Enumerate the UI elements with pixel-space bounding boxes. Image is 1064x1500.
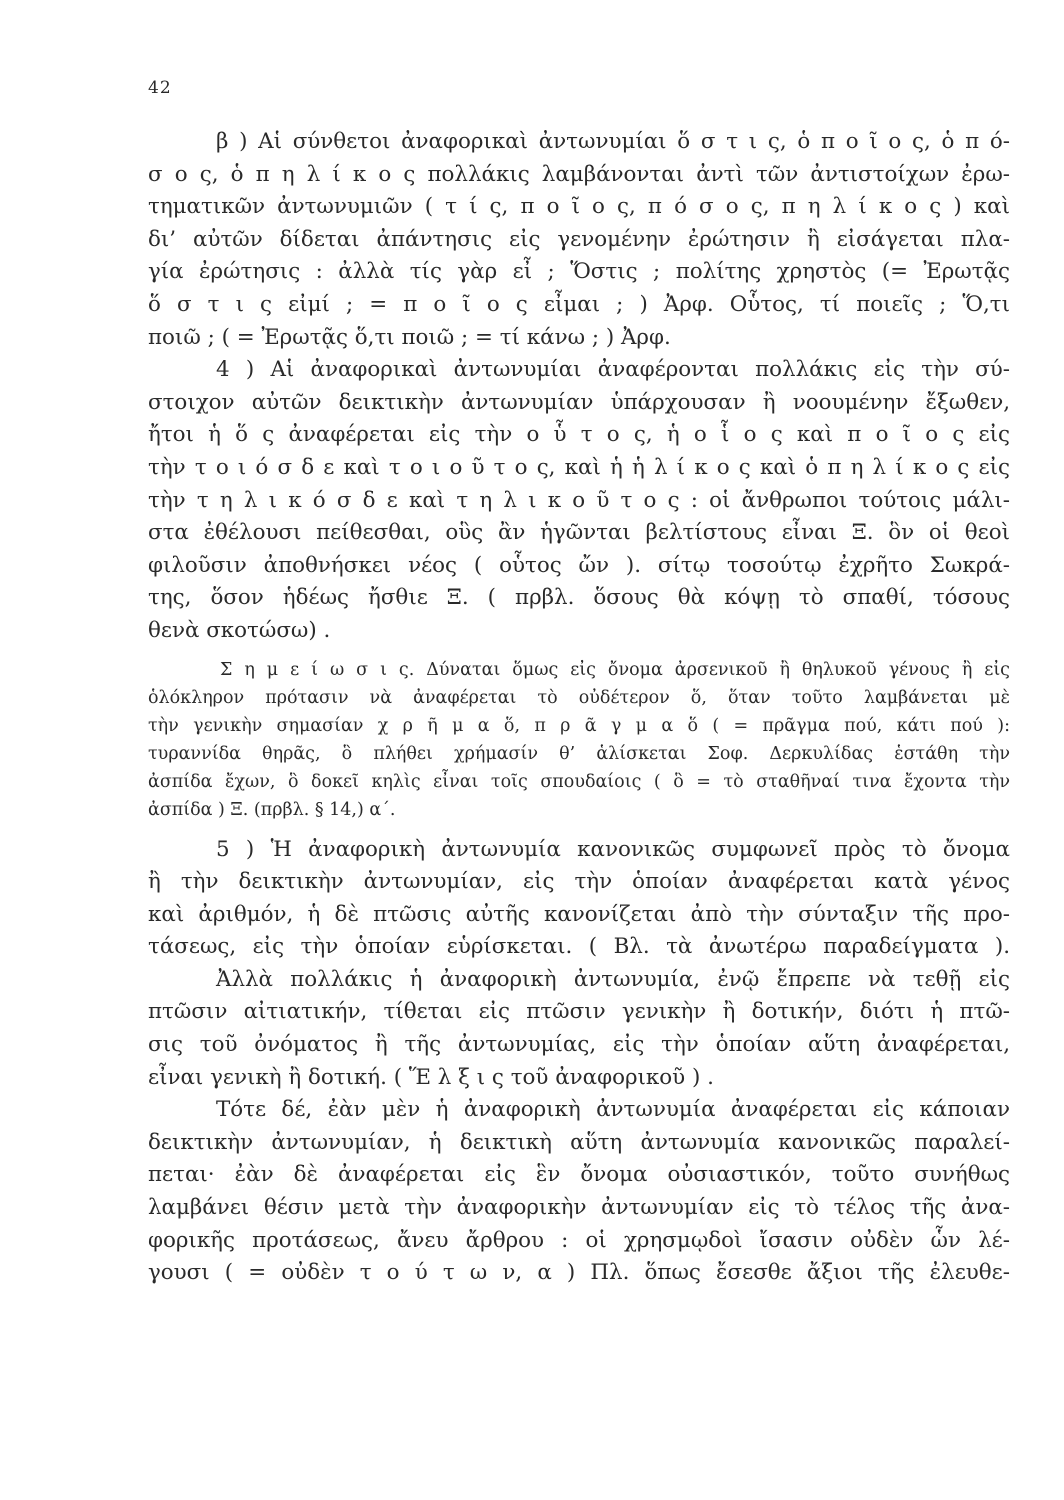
text-line: ἤτοι ἡ ὅ ς ἀναφέρεται εἰς τὴν ο ὗ τ ο ς, ἡ ο ἷ ο ς καὶ π ο ῖ ο ς εἰς <box>148 422 1010 448</box>
text-line: σ ο ς, ὁ π η λ ί κ ο ς πολλάκις λαμβάνονται ἀντὶ τῶν ἀντιστοίχων ἐρω- <box>148 161 1010 187</box>
text-line: καὶ ἀριθμόν, ἡ δὲ πτῶσις αὐτῆς κανονίζεται ἀπὸ τὴν σύνταξιν τῆς προ- <box>148 901 1010 927</box>
text-line: Τότε δέ, ἐὰν μὲν ἡ ἀναφορικὴ ἀντωνυμία ἀναφέρεται εἰς κάποιαν <box>216 1097 1010 1123</box>
text-line: στοιχον αὐτῶν δεικτικὴν ἀντωνυμίαν ὑπάρχουσαν ἢ νοουμένην ἔξωθεν, <box>148 389 1010 415</box>
text-line: Ἀλλὰ πολλάκις ἡ ἀναφορικὴ ἀντωνυμία, ἐνῷ ἔπρεπε νὰ τεθῇ εἰς <box>216 966 1010 992</box>
text-line: β ) Αἱ σύνθετοι ἀναφορικαὶ ἀντωνυμίαι ὅ σ τ ι ς, ὁ π ο ῖ ο ς, ὁ π ό- <box>216 129 1010 154</box>
text-line: πτῶσιν αἰτιατικήν, τίθεται εἰς πτῶσιν γενικὴν ἢ δοτικήν, διότι ἡ πτῶ- <box>148 999 1010 1025</box>
page <box>148 78 1010 1478</box>
note-line: Σ η μ ε ί ω σ ι ς. Δύναται ὅμως εἰς ὄνομα ἀρσενικοῦ ἢ θηλυκοῦ γένους ἢ εἰς <box>220 659 1010 680</box>
text-line: γουσι ( = οὐδὲν τ ο ύ τ ω ν, α ) Πλ. ὅπως ἔσεσθε ἄξιοι τῆς ἐλευθε- <box>148 1260 1010 1286</box>
text-line: σις τοῦ ὀνόματος ἢ τῆς ἀντωνυμίας, εἰς τὴν ὁποίαν αὕτη ἀναφέρεται, <box>148 1032 1010 1058</box>
text-line: στα ἐθέλουσι πείθεσθαι, οὓς ἂν ἡγῶνται βελτίστους εἶναι Ξ. ὃν οἱ θεοὶ <box>148 520 1010 546</box>
text-line: φιλοῦσιν ἀποθνήσκει νέος ( οὗτος ὤν ). σίτῳ τοσούτῳ ἐχρῆτο Σωκρά- <box>148 552 1010 578</box>
text-line: θενὰ σκοτώσω) . <box>148 617 331 643</box>
text-body <box>148 126 1010 1290</box>
text-line: εἶναι γενικὴ ἢ δοτική. ( Ἕ λ ξ ι ς τοῦ ἀναφορικοῦ ) . <box>148 1064 714 1090</box>
text-line: ἢ τὴν δεικτικὴν ἀντωνυμίαν, εἰς τὴν ὁποίαν ἀναφέρεται κατὰ γένος <box>148 869 1010 895</box>
text-line: 4 ) Αἱ ἀναφορικαὶ ἀντωνυμίαι ἀναφέρονται πολλάκις εἰς τὴν σύ- <box>216 357 1010 383</box>
text-line: λαμβάνει θέσιν μετὰ τὴν ἀναφορικὴν ἀντωνυμίαν εἰς τὸ τέλος τῆς ἀνα- <box>148 1195 1010 1221</box>
text-line: 5 ) Ἡ ἀναφορικὴ ἀντωνυμία κανονικῶς συμφωνεῖ πρὸς τὸ ὄνομα <box>216 836 1010 862</box>
text-line: πεται· ἐὰν δὲ ἀναφέρεται εἰς ἓν ὄνομα οὐσιαστικόν, τοῦτο συνήθως <box>148 1162 1010 1188</box>
text-line: δι’ αὐτῶν δίδεται ἀπάντησις εἰς γενομένην ἐρώτησιν ἢ εἰσάγεται πλα- <box>148 226 1010 252</box>
text-line: δεικτικὴν ἀντωνυμίαν, ἡ δεικτικὴ αὕτη ἀντωνυμία κανονικῶς παραλεί- <box>148 1129 1010 1155</box>
text-line: τάσεως, εἰς τὴν ὁποίαν εὑρίσκεται. ( Βλ. τὰ ἀνωτέρω παραδείγματα ). <box>148 934 1010 960</box>
note-line: τὴν γενικὴν σημασίαν χ ρ ῆ μ α ὅ, π ρ ᾶ γ μ α ὅ ( = πρᾶγμα πού, κάτι πού ): <box>148 715 1010 736</box>
page-number: 42 <box>148 78 172 98</box>
note-line: ἀσπίδα ) Ξ. (πρβλ. § 14,) α΄. <box>148 799 396 820</box>
text-line: τὴν τ ο ι ό σ δ ε καὶ τ ο ι ο ῦ τ ο ς, καὶ ἡ ἡ λ ί κ ο ς καὶ ὁ π η λ ί κ ο ς εἰς <box>148 454 1010 480</box>
text-line: ὅ σ τ ι ς εἰμί ; = π ο ῖ ο ς εἶμαι ; ) Ἀρφ. Οὗτος, τί ποιεῖς ; Ὅ,τι <box>148 291 1010 317</box>
text-line: ποιῶ ; ( = Ἐρωτᾷς ὅ,τι ποιῶ ; = τί κάνω ; ) Ἀρφ. <box>148 324 671 350</box>
text-line: τὴν τ η λ ι κ ό σ δ ε καὶ τ η λ ι κ ο ῦ τ ο ς : οἱ ἄνθρωποι τούτοις μάλι- <box>148 487 1010 513</box>
text-line: φορικῆς προτάσεως, ἄνευ ἄρθρου : οἱ χρησμῳδοὶ ἴσασιν οὐδὲν ὧν λέ- <box>148 1227 1010 1253</box>
note-line: ἀσπίδα ἔχων, ὃ δοκεῖ κηλὶς εἶναι τοῖς σπουδαίοις ( ὃ = τὸ σταθῆναί τινα ἔχοντα τὴν <box>148 771 1010 792</box>
note-line: τυραννίδα θηρᾶς, ὃ πλήθει χρήμασίν θ’ ἁλίσκεται Σοφ. Δερκυλίδας ἑστάθη τὴν <box>148 743 1010 764</box>
text-line: τηματικῶν ἀντωνυμιῶν ( τ ί ς, π ο ῖ ο ς, π ό σ ο ς, π η λ ί κ ο ς ) καὶ <box>148 194 1010 220</box>
text-line: της, ὅσον ἡδέως ἤσθιε Ξ. ( πρβλ. ὅσους θὰ κόψῃ τὸ σπαθί, τόσους <box>148 585 1010 611</box>
text-line: γία ἐρώτησις : ἀλλὰ τίς γὰρ εἶ ; Ὅστις ; πολίτης χρηστὸς (= Ἐρωτᾷς <box>148 259 1010 285</box>
note-line: ὁλόκληρον πρότασιν νὰ ἀναφέρεται τὸ οὐδέτερον ὅ, ὅταν τοῦτο λαμβάνεται μὲ <box>148 687 1010 708</box>
